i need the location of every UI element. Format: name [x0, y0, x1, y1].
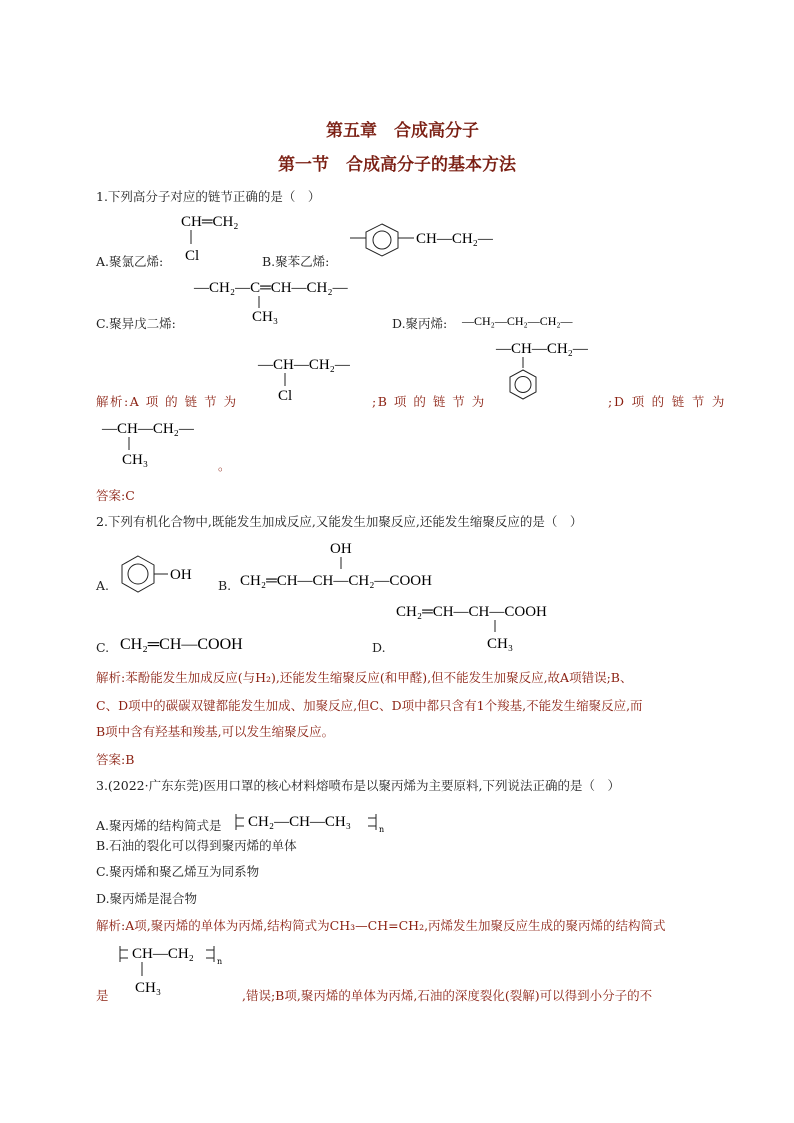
q3-explain-structure	[116, 940, 236, 998]
q2-explain-line-1: 解析:苯酚能发生加成反应(与H₂),还能发生缩聚反应(和甲醛),但不能发生加聚反应,故A项错误;B、	[96, 670, 633, 685]
q1-a-structure	[175, 208, 265, 266]
q3-explain-line-2b: ,错误;B项,聚丙烯的单体为丙烯,石油的深度裂化(裂解)可以得到小分子的不	[242, 988, 653, 1003]
svg-text:CH₂═CH—CH—CH₂—COOH: CH₂═CH—CH—CH₂—COOH	[240, 573, 432, 589]
q1-explain-end: 。	[218, 458, 231, 473]
section-title: 第一节 合成高分子的基本方法	[278, 155, 516, 175]
svg-text:CH₂—CH—CH₃: CH₂—CH—CH₃	[248, 814, 351, 830]
svg-text:—CH—CH₂—: —CH—CH₂—	[496, 341, 588, 357]
q2-option-b: B.	[218, 578, 232, 593]
q3-option-a: A.聚丙烯的结构简式是	[96, 818, 222, 833]
q1-stem: 1.下列高分子对应的链节正确的是（ ）	[96, 189, 321, 204]
q3-stem: 3.(2022·广东东莞)医用口罩的核心材料熔喷布是以聚丙烯为主要原料,下列说法正确的是（ ）	[96, 778, 620, 793]
q1-option-b: B.聚苯乙烯:	[262, 254, 330, 269]
svg-text:OH: OH	[330, 541, 352, 557]
svg-text:CH₃: CH₃	[252, 309, 279, 325]
q2-c-structure	[116, 632, 296, 656]
q2-b-structure	[236, 538, 486, 590]
q1-option-c: C.聚异戊二烯:	[96, 316, 176, 331]
svg-text:OH: OH	[170, 567, 192, 583]
q1-c-structure	[192, 275, 372, 325]
q2-answer: 答案:B	[96, 752, 135, 767]
q2-explain-line-3: B项中含有羟基和羧基,可以发生缩聚反应。	[96, 724, 335, 739]
q3-option-c: C.聚丙烯和聚乙烯互为同系物	[96, 864, 260, 879]
svg-text:CH—CH₂—: CH—CH₂—	[416, 231, 493, 247]
svg-text:CH₂═CH—CH—COOH: CH₂═CH—CH—COOH	[396, 604, 547, 620]
q2-d-structure	[392, 598, 592, 654]
svg-text:CH₂═CH—COOH: CH₂═CH—COOH	[120, 636, 243, 653]
q3-a-structure	[232, 808, 402, 834]
q1-option-d: D.聚丙烯:	[392, 316, 448, 331]
svg-text:CH═CH₂: CH═CH₂	[181, 214, 239, 230]
q1-explain-d-structure	[100, 416, 220, 470]
q1-b-structure	[348, 218, 518, 264]
chapter-title: 第五章 合成高分子	[326, 121, 479, 141]
svg-text:Cl: Cl	[185, 248, 200, 264]
q2-option-d: D.	[372, 640, 386, 655]
q3-explain-line-2a: 是	[96, 988, 109, 1003]
q1-explain-1: 解析:A 项 的 链 节 为	[96, 394, 238, 409]
svg-text:CH₃: CH₃	[122, 452, 149, 468]
svg-text:n: n	[379, 825, 385, 834]
q2-option-a: A.	[96, 578, 110, 593]
q1-explain-a-structure	[256, 352, 376, 406]
svg-text:CH₃: CH₃	[487, 636, 514, 652]
q2-stem: 2.下列有机化合物中,既能发生加成反应,又能发生加聚反应,还能发生缩聚反应的是（ ）	[96, 514, 583, 529]
q3-option-b: B.石油的裂化可以得到聚丙烯的单体	[96, 838, 297, 853]
svg-text:—CH—CH₂—: —CH—CH₂—	[258, 357, 350, 373]
svg-text:Cl: Cl	[278, 388, 293, 404]
q2-explain-line-2: C、D项中的碳碳双键都能发生加成、加聚反应,但C、D项中都只含有1个羧基,不能发生缩聚反应,而	[96, 698, 643, 713]
svg-text:—CH₂—C═CH—CH₂—: —CH₂—C═CH—CH₂—	[194, 280, 348, 296]
svg-text:—CH—CH₂—: —CH—CH₂—	[102, 421, 194, 437]
q1-explain-2: ;B 项 的 链 节 为	[372, 394, 486, 409]
q1-option-a: A.聚氯乙烯:	[96, 254, 164, 269]
q3-explain-line-1: 解析:A项,聚丙烯的单体为丙烯,结构简式为CH₃—CH=CH₂,丙烯发生加聚反应生成的聚丙烯的结构简式	[96, 918, 666, 933]
q1-answer: 答案:C	[96, 488, 135, 503]
svg-text:n: n	[217, 957, 223, 966]
q1-d-structure	[460, 310, 590, 332]
svg-text:—CH₂—CH₂—CH₂—: —CH₂—CH₂—CH₂—	[462, 314, 573, 328]
q1-explain-b-structure	[494, 336, 604, 410]
q3-option-d: D.聚丙烯是混合物	[96, 891, 198, 906]
svg-text:CH₃: CH₃	[135, 980, 162, 996]
q1-explain-3: ;D 项 的 链 节 为	[608, 394, 727, 409]
q2-option-c: C.	[96, 640, 110, 655]
svg-text:CH—CH₂: CH—CH₂	[132, 946, 194, 962]
q2-a-structure-phenol	[116, 552, 206, 598]
